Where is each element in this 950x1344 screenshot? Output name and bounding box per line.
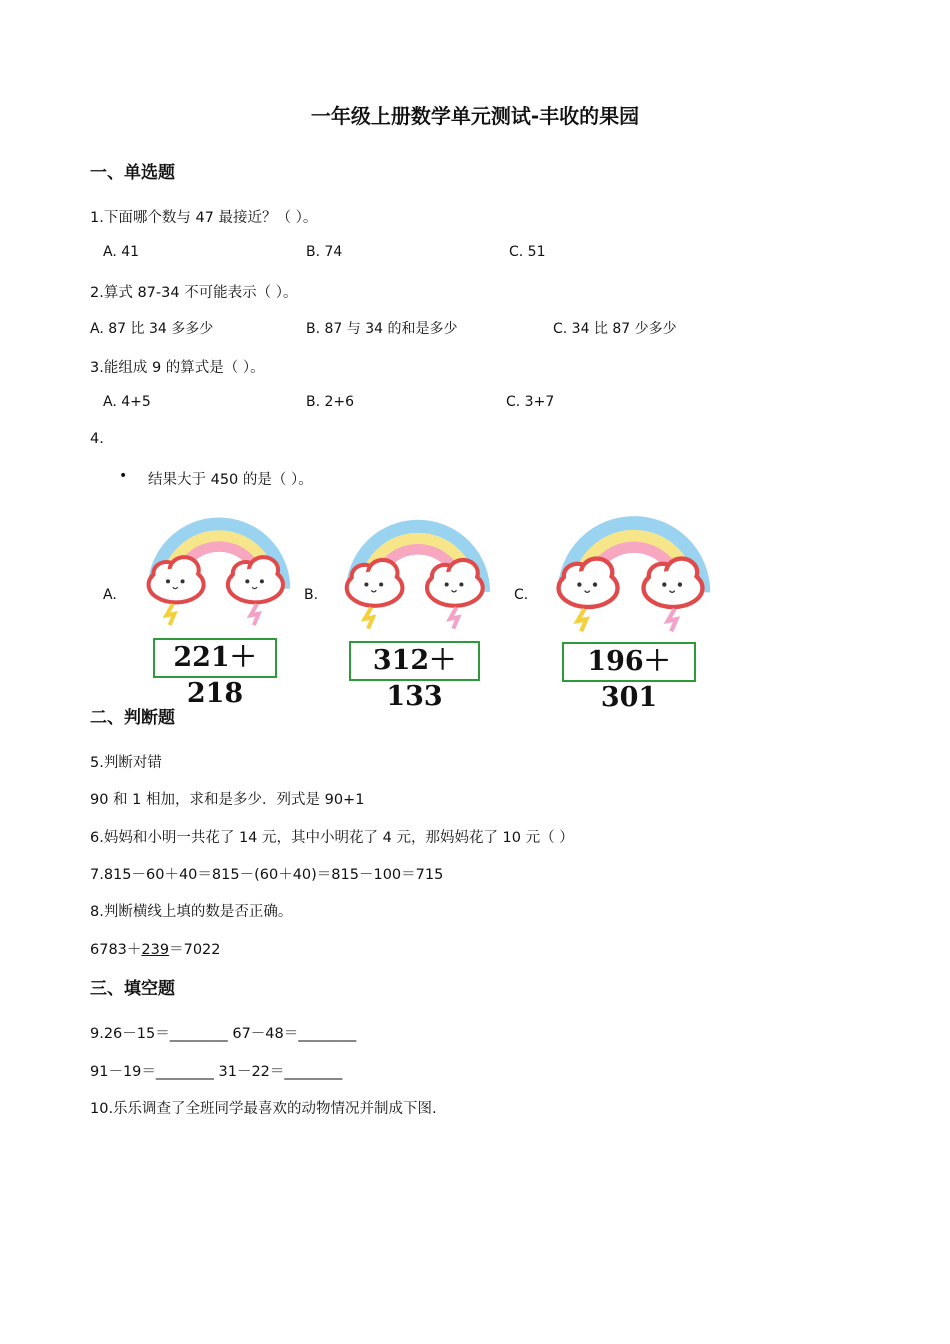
expression-box-a: 221＋218 [153,638,277,678]
question-4-option-a-label: A. [103,587,117,603]
equation-pre: 6783＋ [90,942,142,958]
question-1-option-c: C. 51 [509,244,546,260]
equation-post: ＝7022 [169,942,221,958]
page-title: 一年级上册数学单元测试-丰收的果园 [310,104,640,128]
question-5-text: 5.判断对错 [90,755,162,771]
rainbow-cloud-image-c [543,505,725,645]
question-3-option-b: B. 2+6 [306,394,355,410]
question-4-option-c-label: C. [514,587,529,603]
question-7-text: 7.815－60＋40＝815－(60＋40)＝815－100＝715 [90,867,444,883]
question-2-text: 2.算式 87-34 不可能表示（ ）。 [90,285,298,301]
question-1-option-b: B. 74 [306,244,343,260]
question-1-text: 1.下面哪个数与 47 最接近？（ ）。 [90,210,318,226]
expression-box-c: 196＋301 [562,642,696,682]
question-3-text: 3.能组成 9 的算式是（ ）。 [90,360,265,376]
question-9-line-2: 91－19＝________ 31－22＝________ [90,1064,343,1080]
section-heading-true-false: 二、判断题 [90,708,175,728]
rainbow-cloud-image-a [134,505,304,640]
question-2-option-b: B. 87 与 34 的和是多少 [306,321,458,337]
question-8-equation [90,938,221,959]
question-5-statement: 90 和 1 相加，求和是多少．列式是 90+1 [90,792,365,808]
question-10-text: 10.乐乐调查了全班同学最喜欢的动物情况并制成下图. [90,1101,437,1117]
section-heading-fill-blank: 三、填空题 [90,979,175,999]
question-6-text: 6.妈妈和小明一共花了 14 元，其中小明花了 4 元，那妈妈花了 10 元（ ） [90,830,574,846]
section-heading-single-choice: 一、单选题 [90,163,175,183]
question-4-prompt: 结果大于 450 的是（ ）。 [148,472,313,488]
question-3-option-a: A. 4+5 [103,394,151,410]
rainbow-cloud-image-b [332,508,504,643]
question-9-line-1: 9.26－15＝________ 67－48＝________ [90,1026,357,1042]
question-8-text: 8.判断横线上填的数是否正确。 [90,904,293,920]
question-2-option-c: C. 34 比 87 少多少 [553,321,677,337]
question-2-option-a: A. 87 比 34 多多少 [90,321,214,337]
bullet-dot: • [119,468,128,484]
question-3-option-c: C. 3+7 [506,394,555,410]
question-1-option-a: A. 41 [103,244,140,260]
expression-box-b: 312＋133 [349,641,480,681]
equation-underlined-answer: 239 [141,942,170,958]
question-4-option-b-label: B. [304,587,319,603]
question-4-number: 4. [90,431,104,447]
